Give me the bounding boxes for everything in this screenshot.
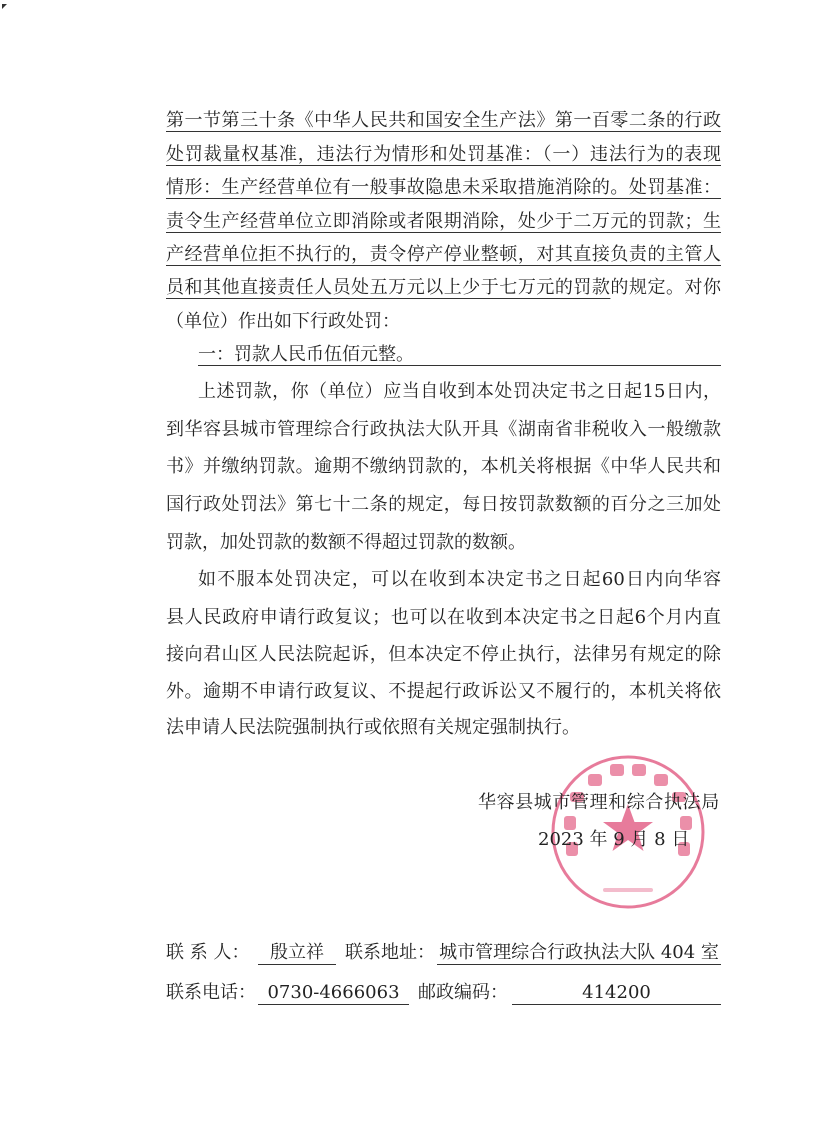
contact-phone: 0730-4666063 <box>258 982 409 1005</box>
body-line <box>166 277 721 301</box>
contact-person-label: 联 系 人： <box>166 942 250 963</box>
body-line: 上述罚款，你（单位）应当自收到本处罚决定书之日起15日内， <box>198 381 721 402</box>
contact-person: 殷立祥 <box>258 942 336 965</box>
body-line: 责令生产经营单位立即消除或者限期消除，处少于二万元的罚款；生 <box>166 211 721 232</box>
body-text: 的规定。对你 <box>610 277 722 298</box>
contact-address: 城市管理综合行政执法大队 404 室 <box>437 942 721 965</box>
issuer-name: 华容县城市管理和综合执法局 <box>478 792 720 813</box>
scan-mark <box>2 4 7 9</box>
contact-address-label: 联系地址： <box>345 942 435 963</box>
body-line: 书》并缴纳罚款。逾期不缴纳罚款的，本机关将根据《中华人民共和 <box>166 456 721 477</box>
penalty-line: 一：罚款人民币伍佰元整。 <box>198 344 721 366</box>
underlined-text: 员和其他直接责任人员处五万元以上少于七万元的罚款 <box>166 277 611 298</box>
body-line: 法申请人民法院强制执行或依照有关规定强制执行。 <box>166 717 580 738</box>
issue-date: 2023 年 9 月 8 日 <box>538 829 690 850</box>
body-line: 国行政处罚法》第七十二条的规定，每日按罚款数额的百分之三加处 <box>166 494 721 515</box>
body-line: 第一节第三十条《中华人民共和国安全生产法》第一百零二条的行政 <box>166 110 721 131</box>
body-line: 县人民政府申请行政复议；也可以在收到本决定书之日起6个月内直 <box>166 607 721 628</box>
postcode-label: 邮政编码： <box>418 982 508 1003</box>
body-line: 接向君山区人民法院起诉，但本决定不停止执行，法律另有规定的除 <box>166 644 721 665</box>
body-line: 外。逾期不申请行政复议、不提起行政诉讼又不履行的，本机关将依 <box>166 681 721 702</box>
body-line: （单位）作出如下行政处罚： <box>166 311 400 332</box>
body-line: 产经营单位拒不执行的，责令停产停业整顿，对其直接负责的主管人 <box>166 244 721 265</box>
body-line: 罚款，加处罚款的数额不得超过罚款的数额。 <box>166 532 526 553</box>
body-line: 如不服本处罚决定，可以在收到本决定书之日起60日内向华容 <box>198 569 721 590</box>
body-line: 处罚裁量权基准，违法行为情形和处罚基准：（一）违法行为的表现 <box>166 144 721 165</box>
body-line: 情形：生产经营单位有一般事故隐患未采取措施消除的。处罚基准： <box>166 177 721 198</box>
postcode: 414200 <box>512 982 721 1005</box>
contact-phone-label: 联系电话： <box>166 982 256 1003</box>
body-line: 到华容县城市管理综合行政执法大队开具《湖南省非税收入一般缴款 <box>166 419 721 440</box>
